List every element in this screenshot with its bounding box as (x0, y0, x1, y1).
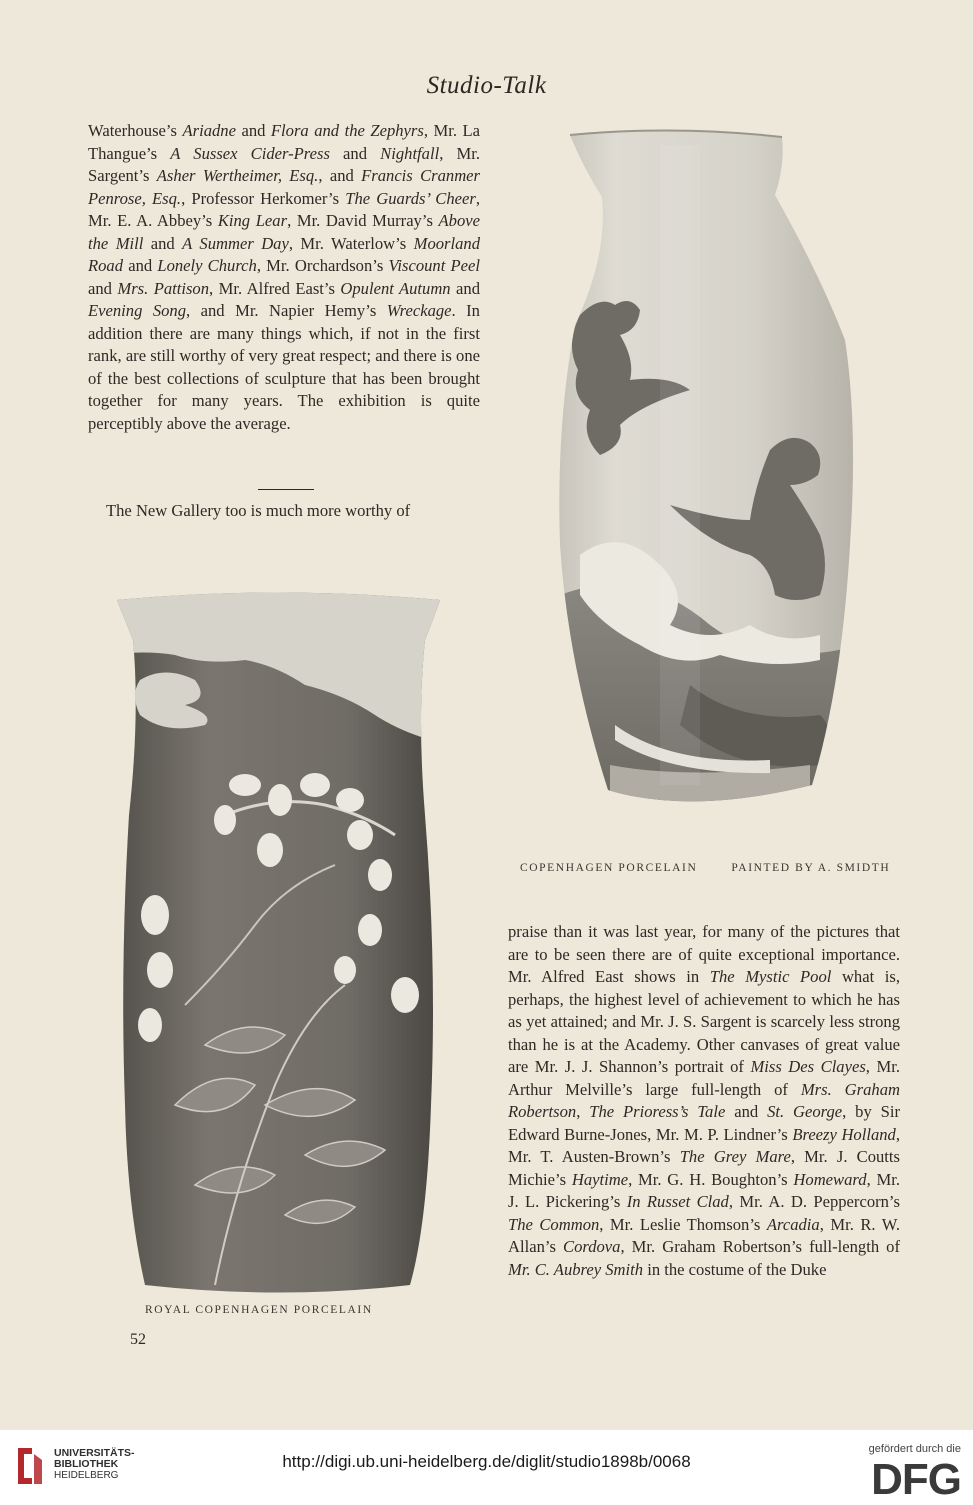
dfg-logo: DFG (871, 1455, 961, 1504)
running-head: Studio-Talk (426, 72, 547, 99)
left-column-text (88, 120, 480, 435)
library-name: UNIVERSITÄTS- BIBLIOTHEK HEIDELBERG (54, 1447, 135, 1481)
section-divider (258, 489, 314, 490)
left-paragraph: Waterhouse’s Ariadne and Flora and the Zephyrs, Mr. La Thangue’s A Sussex Cider-Press and Nightfall, Mr. Sargent’s Asher Wertheimer, Esq., and Francis Cranmer Penrose, Esq., Professor Herkomer’s The Guards’ Cheer, Mr. E. A. Abbey’s King Lear, Mr. David Murray’s Above the Mill and A Summer Day, Mr. Waterlow’s Moorland Road and Lonely Church, Mr. Orchardson’s Viscount Peel and Mrs. Pattison, Mr. Alfred East’s Opulent Autumn and Evening Song, and Mr. Napier Hemy’s Wreckage. In addition there are many things which, if not in the first rank, are still worthy of very great respect; and there is one of the best collections of sculpture that has been brought together for many years. The exhibition is quite perceptibly above the average. (88, 121, 481, 433)
royal-copenhagen-vase-photo (105, 585, 450, 1300)
left-paragraph-2: The New Gallery too is much more worthy of (106, 501, 411, 520)
page-number: 52 (130, 1331, 146, 1348)
caption-subject: COPENHAGEN PORCELAIN (520, 862, 698, 874)
left-column-continuation (88, 500, 480, 523)
left-vase-caption: ROYAL COPENHAGEN PORCELAIN (145, 1304, 373, 1316)
right-paragraph: praise than it was last year, for many of the pictures that are to be seen there are of quite exceptional importance. Mr. Alfred East shows in The Mystic Pool what is, perhaps, the highest level of achievement to which he has as yet attained; and Mr. J. S. Sargent is scarcely less strong than he is at the Academy. Other canvases of great value are Mr. J. J. Shannon’s portrait of Miss Des Clayes, Mr. Arthur Melville’s large full-length of Mrs. Graham Robertson, The Prioress’s Tale and St. George, by Sir Edward Burne-Jones, Mr. M. P. Lindner’s Breezy Holland, Mr. T. Austen-Brown’s The Grey Mare, Mr. J. Coutts Michie’s Haytime, Mr. G. H. Boughton’s Homeward, Mr. J. L. Pickering’s In Russet Clad, Mr. A. D. Peppercorn’s The Common, Mr. Leslie Thomson’s Arcadia, Mr. R. W. Allan’s Cordova, Mr. Graham Robertson’s full-length of Mr. C. Aubrey Smith in the costume of the Duke (508, 922, 901, 1279)
funding-note: gefördert durch die (868, 1443, 961, 1455)
permalink-url[interactable]: http://digi.ub.uni-heidelberg.de/diglit/studio1898b/0068 (282, 1452, 691, 1471)
right-column-text (508, 921, 900, 1281)
digitization-footer (0, 1430, 973, 1505)
copenhagen-vase-photo (520, 125, 900, 855)
right-vase-caption (520, 862, 890, 874)
caption-credit: PAINTED BY A. SMIDTH (731, 862, 891, 874)
